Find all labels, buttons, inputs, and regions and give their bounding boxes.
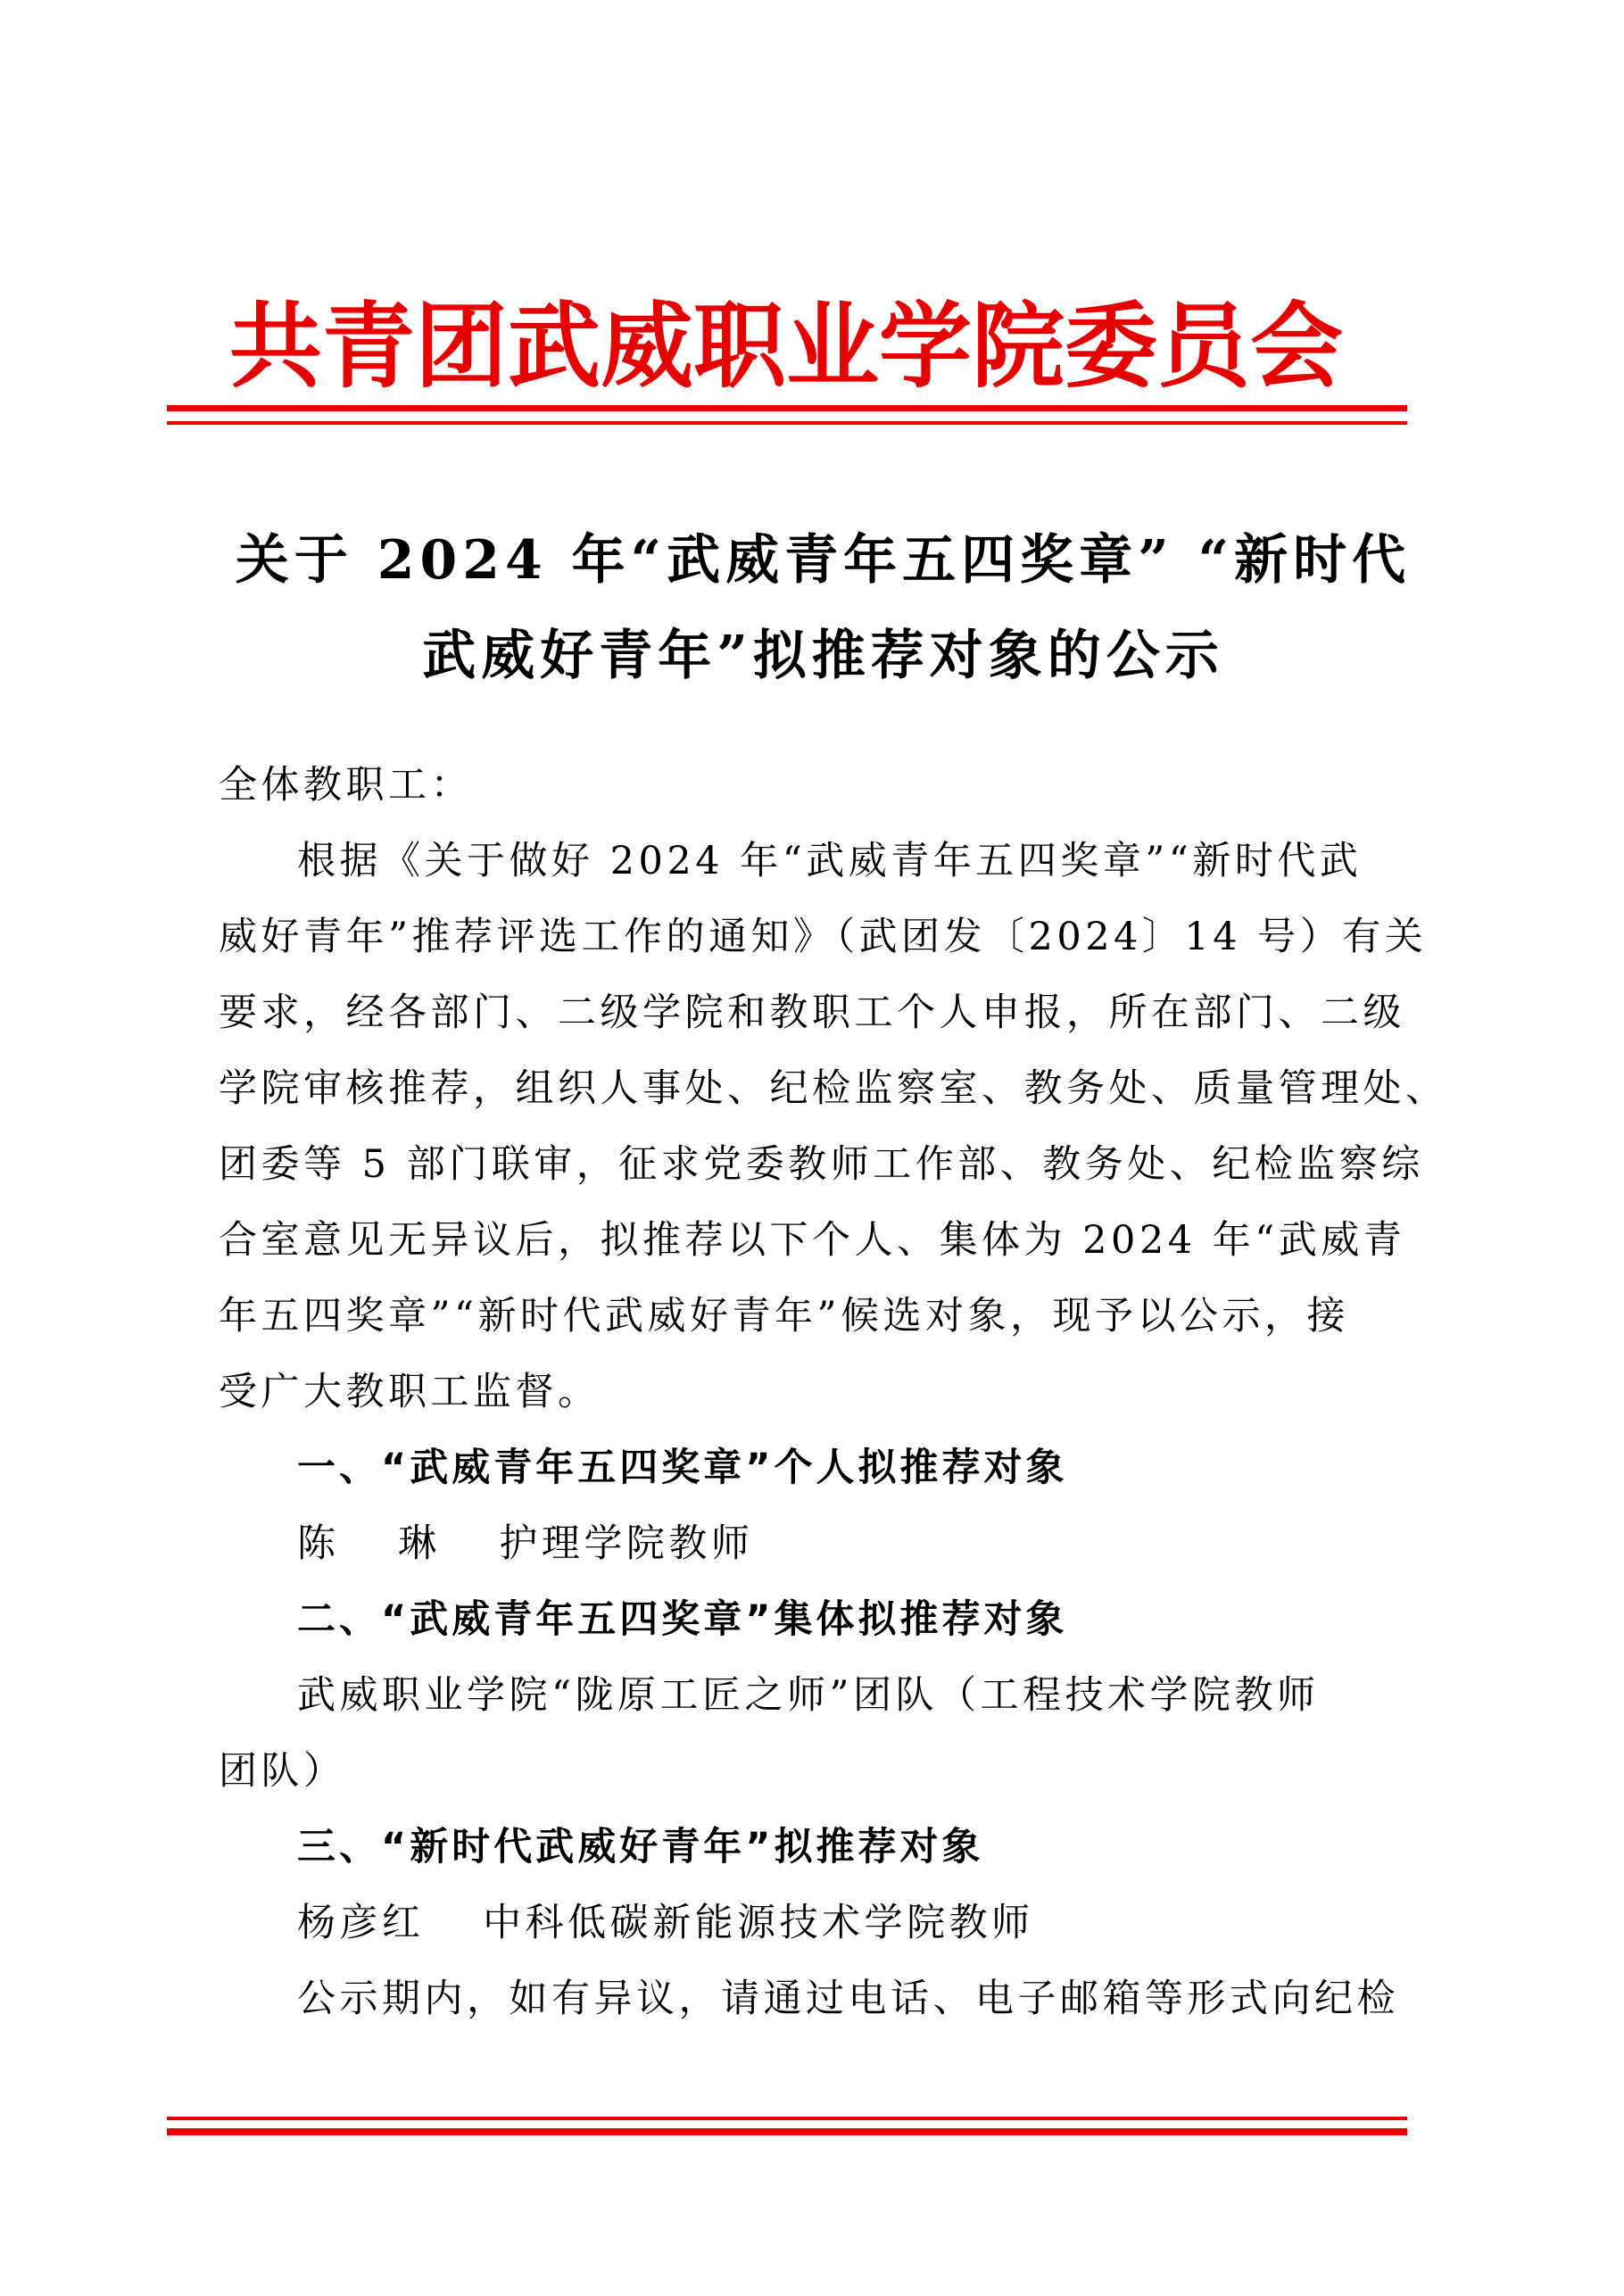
- rule-thin: [167, 421, 1407, 425]
- document-body: [219, 748, 1448, 2037]
- masthead-double-rule: [167, 405, 1407, 425]
- body-line: 要求，经各部门、二级学院和教职工个人申报，所在部门、二级: [219, 991, 1405, 1035]
- body-line: 年五四奖章”“新时代武威好青年”候选对象，现予以公示，接: [219, 1294, 1349, 1339]
- body-line: 学院审核推荐，组织人事处、纪检监察室、教务处、质量管理处、: [219, 1066, 1448, 1111]
- section-heading: 二、“武威青年五四奖章”集体拟推荐对象: [297, 1597, 1068, 1642]
- rule-thick: [167, 405, 1407, 411]
- body-line: 威好青年”推荐评选工作的通知》（武团发〔2024〕14 号）有关: [219, 915, 1428, 959]
- section-heading: 三、“新时代武威好青年”拟推荐对象: [297, 1825, 984, 1869]
- body-line: 公示期内，如有异议，请通过电话、电子邮箱等形式向纪检: [297, 1977, 1399, 2021]
- document-title-line1: 关于 2024 年“武威青年五四奖章” “新时代: [235, 529, 1412, 592]
- body-line: 武威职业学院“陇原工匠之师”团队（工程技术学院教师: [297, 1673, 1320, 1718]
- body-line: 合室意见无异议后，拟推荐以下个人、集体为 2024 年“武威青: [219, 1218, 1406, 1263]
- body-line: 团队）: [219, 1749, 346, 1794]
- body-line: 根据《关于做好 2024 年“武威青年五四奖章”“新时代武: [297, 839, 1363, 883]
- body-line: 全体教职工：: [219, 763, 473, 808]
- section-heading: 一、“武威青年五四奖章”个人拟推荐对象: [297, 1446, 1068, 1490]
- body-line: 陈 琳 护理学院教师: [297, 1521, 754, 1566]
- rule-thick: [167, 2128, 1407, 2135]
- document-title: [219, 513, 1428, 704]
- footer-double-rule: [167, 2117, 1407, 2135]
- body-line: 杨彦红 中科低碳新能源技术学院教师: [297, 1901, 1034, 1945]
- body-line: 团委等 5 部门联审，征求党委教师工作部、教务处、纪检监察综: [219, 1142, 1424, 1187]
- org-name-masthead: 共青团武威职业学院委员会: [228, 291, 1343, 401]
- document-title-line2: 武威好青年”拟推荐对象的公示: [422, 625, 1224, 687]
- rule-thin: [167, 2117, 1407, 2120]
- body-line: 受广大教职工监督。: [219, 1370, 601, 1414]
